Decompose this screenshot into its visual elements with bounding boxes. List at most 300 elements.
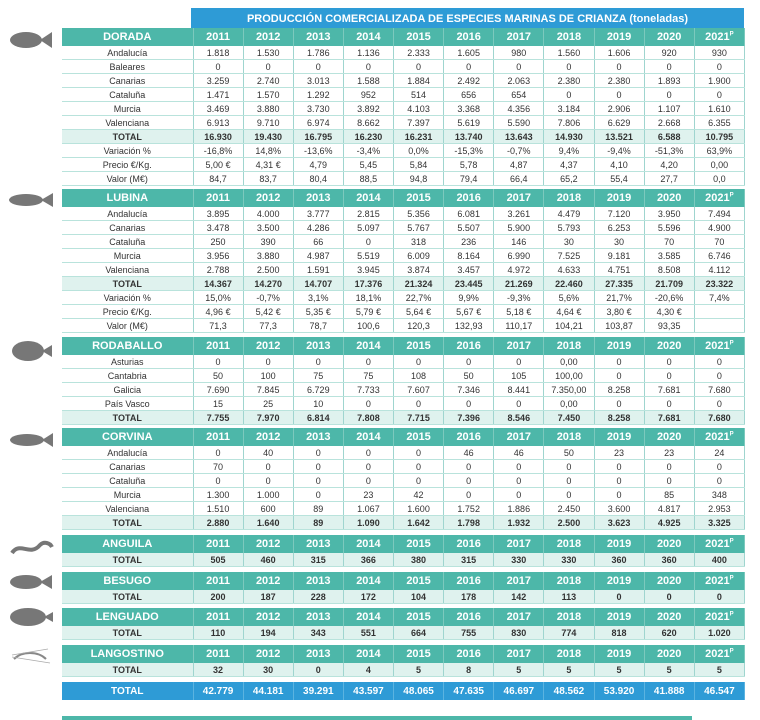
year-header: 2017 — [494, 428, 544, 446]
table-row — [62, 158, 745, 172]
year-header: 2016 — [444, 428, 494, 446]
year-header: 2018 — [544, 337, 594, 355]
year-header: 2017 — [494, 608, 544, 626]
table-row — [62, 446, 745, 460]
row-label: Precio €/Kg. — [62, 305, 193, 319]
cell-value: 4,10 — [594, 158, 644, 172]
cell-value: 0 — [694, 355, 744, 369]
cell-value: 9,9% — [444, 291, 494, 305]
cell-value: 4.972 — [494, 263, 544, 277]
cell-value: 4,79 — [293, 158, 343, 172]
next-section-bar — [62, 716, 692, 720]
cell-value: 23 — [594, 446, 644, 460]
cell-value: 5,79 € — [343, 305, 393, 319]
cell-value: 0 — [694, 88, 744, 102]
cell-value: 8 — [444, 663, 494, 677]
cell-value: 0 — [594, 474, 644, 488]
grand-total-value: 48.562 — [544, 682, 594, 700]
cell-value: 7.346 — [444, 383, 494, 397]
cell-value: 1.886 — [494, 502, 544, 516]
cell-value: 5,18 € — [494, 305, 544, 319]
cell-value: 25 — [243, 397, 293, 411]
cell-value: 0 — [343, 397, 393, 411]
cell-value: 0 — [594, 397, 644, 411]
cell-value: 15,0% — [193, 291, 243, 305]
cell-value: 2.380 — [594, 74, 644, 88]
year-header: 2013 — [293, 645, 343, 663]
cell-value: 2.333 — [394, 46, 444, 60]
cell-value: 514 — [394, 88, 444, 102]
year-header: 2020 — [644, 189, 694, 207]
cell-value: 5 — [544, 663, 594, 677]
cell-value: 172 — [343, 590, 393, 604]
cell-value: 5.356 — [394, 207, 444, 221]
cell-value: 79,4 — [444, 172, 494, 186]
cell-value: 348 — [694, 488, 744, 502]
cell-value: 75 — [293, 369, 343, 383]
cell-value: 120,3 — [394, 319, 444, 333]
year-header: $2021^P$ — [694, 28, 744, 46]
year-header: 2013 — [293, 535, 343, 553]
cell-value: 1.107 — [644, 102, 694, 116]
year-header: 2011 — [193, 572, 243, 590]
cell-value: 0 — [594, 355, 644, 369]
year-header: 2017 — [494, 28, 544, 46]
row-label: Andalucía — [62, 207, 193, 221]
cell-value: 8.258 — [594, 383, 644, 397]
cell-value: 3.895 — [193, 207, 243, 221]
cell-value: 7.845 — [243, 383, 293, 397]
cell-value: 93,35 — [644, 319, 694, 333]
cell-value: 0 — [193, 474, 243, 488]
cell-value: 16.795 — [293, 130, 343, 144]
grand-total-value: 46.547 — [694, 682, 744, 700]
year-header: 2014 — [343, 28, 393, 46]
cell-value: 14,8% — [243, 144, 293, 158]
cell-value: 8.258 — [594, 411, 644, 425]
cell-value: 105 — [494, 369, 544, 383]
table-row — [62, 60, 745, 74]
cell-value: 15 — [193, 397, 243, 411]
total-row — [62, 130, 745, 144]
cell-value: 0 — [394, 397, 444, 411]
report-title: PRODUCCIÓN COMERCIALIZADA DE ESPECIES MARINAS DE CRIANZA (toneladas) — [191, 8, 744, 30]
cell-value: 1.471 — [193, 88, 243, 102]
cell-value: 104,21 — [544, 319, 594, 333]
cell-value: 0 — [343, 460, 393, 474]
cell-value: 0 — [444, 488, 494, 502]
cell-value: 1.884 — [394, 74, 444, 88]
cell-value: 1.600 — [394, 502, 444, 516]
cell-value: 0 — [494, 355, 544, 369]
row-label: TOTAL — [62, 553, 193, 567]
year-header: 2015 — [394, 28, 444, 46]
table-row — [62, 488, 745, 502]
cell-value: 0 — [594, 88, 644, 102]
row-label: Variación % — [62, 291, 193, 305]
cell-value: 1.642 — [394, 516, 444, 530]
row-label: Galicia — [62, 383, 193, 397]
cell-value: 1.588 — [343, 74, 393, 88]
row-label: TOTAL — [62, 516, 193, 530]
cell-value: 0 — [394, 474, 444, 488]
year-header: 2013 — [293, 428, 343, 446]
cell-value: 70 — [644, 235, 694, 249]
year-header: 2020 — [644, 337, 694, 355]
cell-value: 7.733 — [343, 383, 393, 397]
cell-value: 83,7 — [243, 172, 293, 186]
cell-value: -16,8% — [193, 144, 243, 158]
row-label: Murcia — [62, 249, 193, 263]
species-name: LENGUADO — [62, 608, 193, 626]
cell-value: 4.633 — [544, 263, 594, 277]
cell-value: 9,4% — [544, 144, 594, 158]
cell-value: 146 — [494, 235, 544, 249]
year-header: 2012 — [243, 645, 293, 663]
cell-value: -51,3% — [644, 144, 694, 158]
cell-value: 0 — [394, 60, 444, 74]
year-header: 2019 — [594, 428, 644, 446]
cell-value: 3,80 € — [594, 305, 644, 319]
row-label: TOTAL — [62, 663, 193, 677]
cell-value: 10.795 — [694, 130, 744, 144]
row-label: Canarias — [62, 221, 193, 235]
cell-value: 27.335 — [594, 277, 644, 291]
cell-value: 0 — [694, 460, 744, 474]
cell-value: 5.519 — [343, 249, 393, 263]
cell-value: 5.590 — [494, 116, 544, 130]
cell-value: 7.494 — [694, 207, 744, 221]
cell-value: 7.120 — [594, 207, 644, 221]
row-label: Valenciana — [62, 502, 193, 516]
table-row — [62, 172, 745, 186]
cell-value: 5.793 — [544, 221, 594, 235]
cell-value: 23.322 — [694, 277, 744, 291]
cell-value: 6.746 — [694, 249, 744, 263]
cell-value: 755 — [444, 626, 494, 640]
cell-value: 0 — [594, 488, 644, 502]
year-header: 2019 — [594, 572, 644, 590]
year-header: 2017 — [494, 645, 544, 663]
cell-value: 5.097 — [343, 221, 393, 235]
cell-value: 50 — [544, 446, 594, 460]
row-label: Valenciana — [62, 263, 193, 277]
year-header: 2019 — [594, 189, 644, 207]
cell-value: 7,4% — [694, 291, 744, 305]
cell-value: 103,87 — [594, 319, 644, 333]
cell-value: 920 — [644, 46, 694, 60]
cell-value: 4.817 — [644, 502, 694, 516]
sea-bass-icon — [8, 190, 54, 215]
cell-value: 70 — [694, 235, 744, 249]
sea-bream-icon — [8, 30, 54, 55]
year-header: 2012 — [243, 608, 293, 626]
cell-value: 21.269 — [494, 277, 544, 291]
year-header: 2020 — [644, 608, 694, 626]
cell-value: 7.715 — [394, 411, 444, 425]
cell-value: 2.906 — [594, 102, 644, 116]
cell-value: 1.591 — [293, 263, 343, 277]
cell-value: 30 — [594, 235, 644, 249]
cell-value: 0 — [444, 60, 494, 74]
cell-value: 187 — [243, 590, 293, 604]
cell-value: 100,00 — [544, 369, 594, 383]
cell-value: 0 — [293, 488, 343, 502]
grand-total-value: 53.920 — [594, 682, 644, 700]
cell-value: 0,0% — [394, 144, 444, 158]
cell-value: 0 — [293, 460, 343, 474]
cell-value: 0 — [243, 460, 293, 474]
cell-value: 7.680 — [694, 383, 744, 397]
cell-value: 0 — [494, 397, 544, 411]
cell-value: 0 — [694, 474, 744, 488]
cell-value: 4.479 — [544, 207, 594, 221]
cell-value: 0 — [394, 446, 444, 460]
cell-value: 1.900 — [694, 74, 744, 88]
sole-icon — [8, 606, 54, 633]
species-name: LUBINA — [62, 189, 193, 207]
cell-value: 3.950 — [644, 207, 694, 221]
cell-value: 7.450 — [544, 411, 594, 425]
species-table-corvina — [62, 428, 745, 530]
cell-value: 0 — [644, 88, 694, 102]
cell-value — [694, 305, 744, 319]
year-header: 2016 — [444, 28, 494, 46]
year-header: 2012 — [243, 337, 293, 355]
total-row — [62, 663, 745, 677]
cell-value: 7.681 — [644, 411, 694, 425]
grand-total-value: 48.065 — [394, 682, 444, 700]
total-row — [62, 626, 745, 640]
grand-total — [62, 682, 745, 700]
row-label: Cataluña — [62, 474, 193, 488]
cell-value: 6.009 — [394, 249, 444, 263]
cell-value: 0 — [544, 474, 594, 488]
cell-value: 89 — [293, 516, 343, 530]
cell-value: 2.063 — [494, 74, 544, 88]
cell-value: 0 — [293, 355, 343, 369]
year-header: 2017 — [494, 572, 544, 590]
cell-value: 0 — [544, 88, 594, 102]
year-header: 2014 — [343, 645, 393, 663]
species-name: RODABALLO — [62, 337, 193, 355]
year-header: 2019 — [594, 28, 644, 46]
cell-value: 551 — [343, 626, 393, 640]
year-header: 2018 — [544, 535, 594, 553]
year-header: 2016 — [444, 189, 494, 207]
cell-value: 0 — [494, 460, 544, 474]
cell-value: 5,64 € — [394, 305, 444, 319]
cell-value: 6.990 — [494, 249, 544, 263]
grand-total-value: 41.888 — [644, 682, 694, 700]
row-label: Andalucía — [62, 446, 193, 460]
cell-value: 505 — [193, 553, 243, 567]
year-header: 2014 — [343, 608, 393, 626]
year-header: 2015 — [394, 535, 444, 553]
cell-value: 7.607 — [394, 383, 444, 397]
year-header: 2015 — [394, 428, 444, 446]
cell-value: 13.643 — [494, 130, 544, 144]
year-header: 2011 — [193, 28, 243, 46]
year-header: $2021^P$ — [694, 428, 744, 446]
cell-value: 6.588 — [644, 130, 694, 144]
total-row — [62, 411, 745, 425]
cell-value: 0 — [594, 460, 644, 474]
cell-value: 132,93 — [444, 319, 494, 333]
year-header: 2016 — [444, 337, 494, 355]
cell-value: 7.396 — [444, 411, 494, 425]
year-header: 2020 — [644, 572, 694, 590]
year-header: 2014 — [343, 535, 393, 553]
cell-value: 818 — [594, 626, 644, 640]
cell-value: -20,6% — [644, 291, 694, 305]
cell-value: 3,1% — [293, 291, 343, 305]
cell-value: 4,64 € — [544, 305, 594, 319]
cell-value: 3.880 — [243, 249, 293, 263]
cell-value: 16.230 — [343, 130, 393, 144]
cell-value: 8.662 — [343, 116, 393, 130]
grand-total-value: 46.697 — [494, 682, 544, 700]
year-header: 2020 — [644, 535, 694, 553]
grand-total-value: 47.635 — [444, 682, 494, 700]
cell-value: 343 — [293, 626, 343, 640]
cell-value: 0 — [694, 60, 744, 74]
year-header: 2018 — [544, 189, 594, 207]
year-header: 2013 — [293, 28, 343, 46]
year-header: 2016 — [444, 535, 494, 553]
cell-value: 952 — [343, 88, 393, 102]
species-name: CORVINA — [62, 428, 193, 446]
cell-value: 6.814 — [293, 411, 343, 425]
cell-value: 0 — [644, 397, 694, 411]
cell-value: 1.818 — [193, 46, 243, 60]
table-row — [62, 369, 745, 383]
row-label: Asturias — [62, 355, 193, 369]
cell-value: 1.798 — [444, 516, 494, 530]
cell-value: 5,00 € — [193, 158, 243, 172]
cell-value: 0 — [343, 355, 393, 369]
cell-value: 70 — [193, 460, 243, 474]
cell-value: 930 — [694, 46, 744, 60]
cell-value: 2.740 — [243, 74, 293, 88]
cell-value: 23 — [343, 488, 393, 502]
cell-value: 0 — [594, 590, 644, 604]
year-header: 2018 — [544, 645, 594, 663]
year-header: 2016 — [444, 645, 494, 663]
cell-value: 0 — [594, 60, 644, 74]
cell-value: 75 — [343, 369, 393, 383]
cell-value: 63,9% — [694, 144, 744, 158]
cell-value: 1.570 — [243, 88, 293, 102]
year-header: 2013 — [293, 189, 343, 207]
cell-value: 46 — [444, 446, 494, 460]
cell-value: 2.380 — [544, 74, 594, 88]
cell-value: 4.987 — [293, 249, 343, 263]
prawn-icon — [8, 647, 54, 672]
species-table-lubina — [62, 189, 745, 333]
cell-value: 4.751 — [594, 263, 644, 277]
cell-value: 0 — [394, 355, 444, 369]
cell-value: 1.292 — [293, 88, 343, 102]
row-label: TOTAL — [62, 411, 193, 425]
cell-value: 5,6% — [544, 291, 594, 305]
cell-value: 3.500 — [243, 221, 293, 235]
cell-value: 55,4 — [594, 172, 644, 186]
table-row — [62, 291, 745, 305]
year-header: $2021^P$ — [694, 645, 744, 663]
cell-value: 22,7% — [394, 291, 444, 305]
cell-value: 774 — [544, 626, 594, 640]
cell-value: 194 — [243, 626, 293, 640]
year-header: 2016 — [444, 572, 494, 590]
cell-value: -13,6% — [293, 144, 343, 158]
row-label: TOTAL — [62, 130, 193, 144]
cell-value: 8.441 — [494, 383, 544, 397]
cell-value: 42 — [394, 488, 444, 502]
cell-value: 1.090 — [343, 516, 393, 530]
cell-value: 2.450 — [544, 502, 594, 516]
row-label: Murcia — [62, 488, 193, 502]
cell-value: 0,00 — [544, 355, 594, 369]
year-header: 2015 — [394, 337, 444, 355]
species-table-besugo — [62, 572, 745, 604]
cell-value: -9,3% — [494, 291, 544, 305]
cell-value: 78,7 — [293, 319, 343, 333]
cell-value: 5.767 — [394, 221, 444, 235]
cell-value: 390 — [243, 235, 293, 249]
cell-value: 1.893 — [644, 74, 694, 88]
cell-value: 2.500 — [243, 263, 293, 277]
cell-value: 19.430 — [243, 130, 293, 144]
year-header: 2017 — [494, 337, 544, 355]
cell-value: 0 — [494, 474, 544, 488]
cell-value: 2.953 — [694, 502, 744, 516]
table-row — [62, 207, 745, 221]
cell-value: 0 — [644, 474, 694, 488]
cell-value: 654 — [494, 88, 544, 102]
row-label: Valor (M€) — [62, 172, 193, 186]
cell-value: 0 — [293, 446, 343, 460]
table-row — [62, 46, 745, 60]
cell-value: 1.000 — [243, 488, 293, 502]
table-row — [62, 88, 745, 102]
year-header: $2021^P$ — [694, 572, 744, 590]
row-label: Canarias — [62, 74, 193, 88]
cell-value: 100 — [243, 369, 293, 383]
cell-value: 3.892 — [343, 102, 393, 116]
cell-value: 1.510 — [193, 502, 243, 516]
year-header: 2019 — [594, 535, 644, 553]
cell-value: 0 — [644, 460, 694, 474]
cell-value: 23 — [644, 446, 694, 460]
cell-value: 1.932 — [494, 516, 544, 530]
row-label: Cantabria — [62, 369, 193, 383]
cell-value: 14.367 — [193, 277, 243, 291]
cell-value: 250 — [193, 235, 243, 249]
cell-value: 50 — [193, 369, 243, 383]
cell-value: 200 — [193, 590, 243, 604]
cell-value: 4,37 — [544, 158, 594, 172]
cell-value: 5 — [644, 663, 694, 677]
cell-value: 1.606 — [594, 46, 644, 60]
cell-value: 1.786 — [293, 46, 343, 60]
cell-value: 656 — [444, 88, 494, 102]
cell-value: 1.610 — [694, 102, 744, 116]
cell-value: 113 — [544, 590, 594, 604]
cell-value: 0 — [293, 663, 343, 677]
year-header: 2013 — [293, 337, 343, 355]
row-label: TOTAL — [62, 590, 193, 604]
